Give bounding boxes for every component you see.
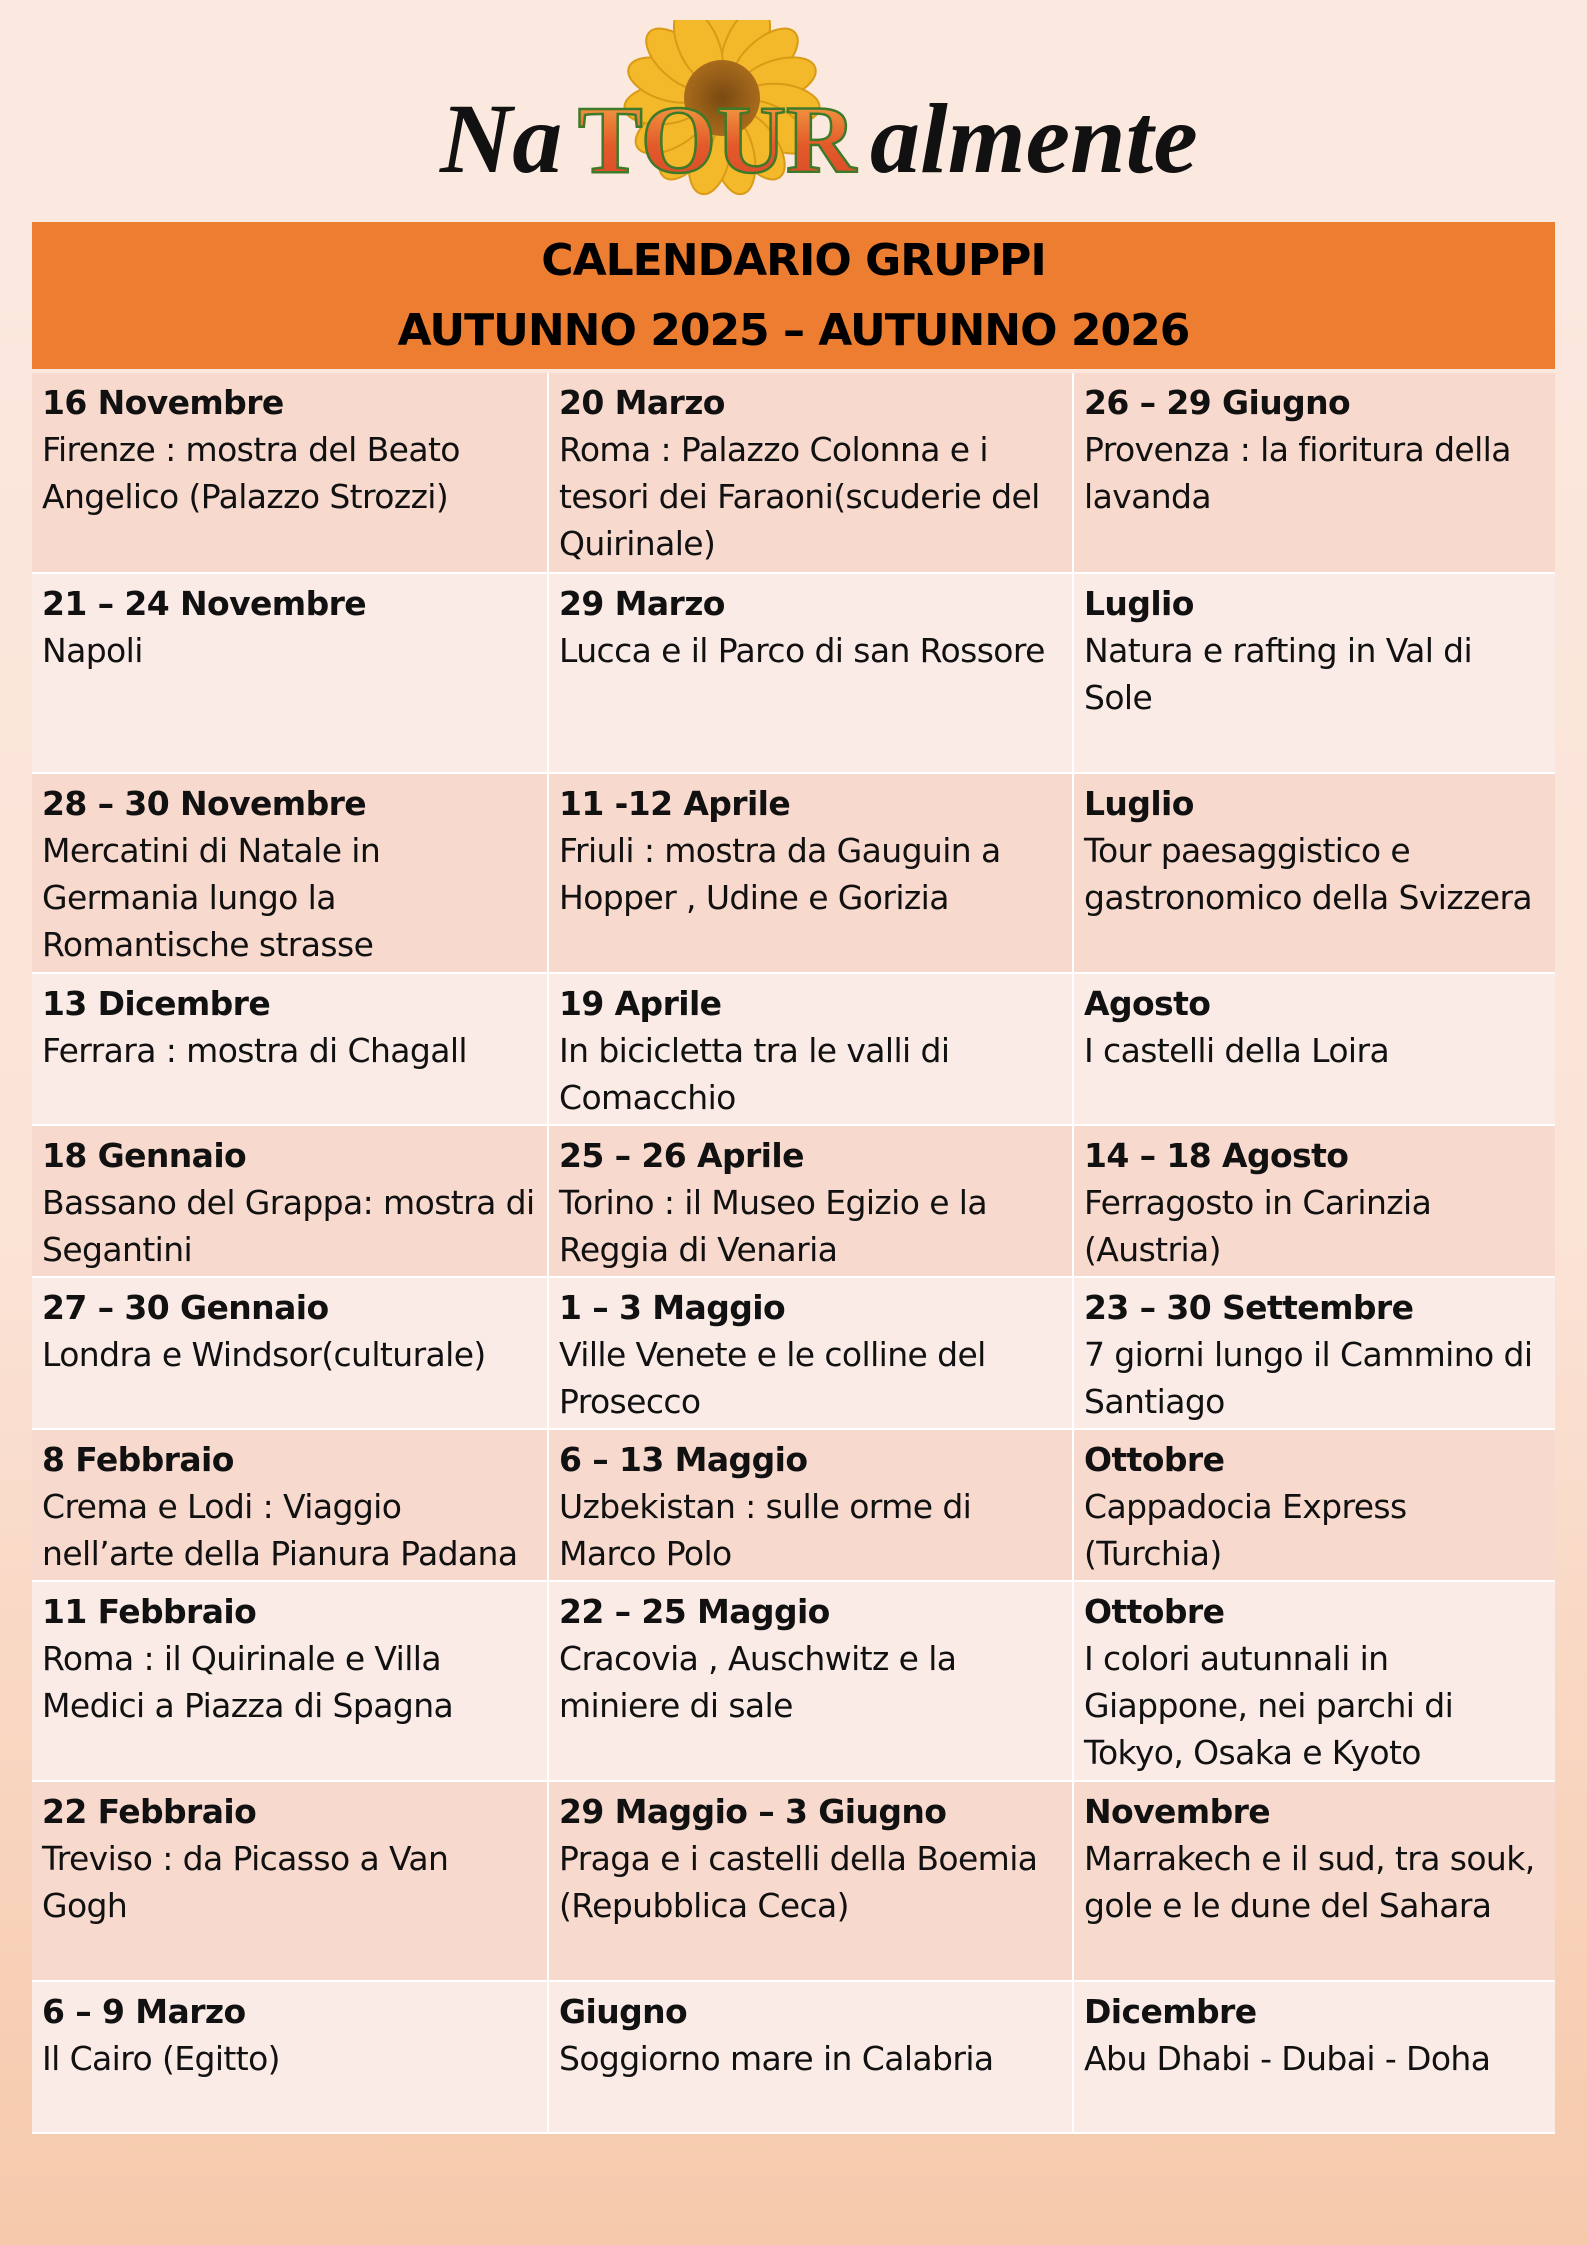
event-date: Novembre	[1084, 1792, 1271, 1831]
calendar-subtitle: AUTUNNO 2025 – AUTUNNO 2026	[397, 304, 1190, 356]
event-date: 27 – 30 Gennaio	[42, 1288, 329, 1327]
event-description: 7 giorni lungo il Cammino di Santiago	[1084, 1335, 1533, 1421]
event-cell	[1073, 973, 1555, 1125]
event-cell	[32, 1581, 548, 1781]
event-description: Cracovia , Auschwitz e la miniere di sale	[559, 1639, 957, 1725]
event-description: Mercatini di Natale in Germania lungo la Romantische strasse	[42, 831, 381, 964]
event-date: 6 – 9 Marzo	[42, 1992, 246, 2031]
event-description: Soggiorno mare in Calabria	[559, 2039, 994, 2078]
event-description: Ferragosto in Carinzia (Austria)	[1084, 1183, 1432, 1269]
event-cell	[1073, 373, 1555, 573]
event-date: 29 Maggio – 3 Giugno	[559, 1792, 947, 1831]
event-date: 21 – 24 Novembre	[42, 584, 367, 623]
event-cell	[32, 1277, 548, 1429]
calendar-header	[32, 222, 1555, 369]
event-description: Marrakech e il sud, tra souk, gole e le dune del Sahara	[1084, 1839, 1535, 1925]
event-description: Abu Dhabi - Dubai - Doha	[1084, 2039, 1491, 2078]
event-date: 28 – 30 Novembre	[42, 784, 367, 823]
event-cell	[548, 573, 1073, 773]
event-description: Ferrara : mostra di Chagall	[42, 1031, 467, 1070]
table-row	[32, 1581, 1555, 1781]
event-date: 22 – 25 Maggio	[559, 1592, 830, 1631]
event-description: Cappadocia Express (Turchia)	[1084, 1487, 1407, 1573]
event-description: Il Cairo (Egitto)	[42, 2039, 280, 2078]
event-date: Ottobre	[1084, 1592, 1225, 1631]
event-cell	[548, 1125, 1073, 1277]
event-description: Torino : il Museo Egizio e la Reggia di Venaria	[559, 1183, 987, 1269]
event-date: 11 Febbraio	[42, 1592, 257, 1631]
calendar	[32, 222, 1555, 2134]
event-cell	[1073, 1581, 1555, 1781]
event-cell	[548, 973, 1073, 1125]
calendar-table	[32, 373, 1555, 2134]
event-cell	[548, 1429, 1073, 1581]
table-row	[32, 373, 1555, 573]
table-row	[32, 1125, 1555, 1277]
event-description: I colori autunnali in Giappone, nei parchi di Tokyo, Osaka e Kyoto	[1084, 1639, 1454, 1772]
event-description: In bicicletta tra le valli di Comacchio	[559, 1031, 950, 1117]
event-description: Napoli	[42, 631, 143, 670]
event-cell	[548, 773, 1073, 973]
event-date: 23 – 30 Settembre	[1084, 1288, 1414, 1327]
event-cell	[32, 1981, 548, 2133]
event-cell	[32, 1429, 548, 1581]
event-cell	[32, 373, 548, 573]
event-date: Luglio	[1084, 784, 1194, 823]
event-cell	[1073, 1781, 1555, 1981]
event-cell	[32, 773, 548, 973]
event-date: 19 Aprile	[559, 984, 722, 1023]
table-row	[32, 973, 1555, 1125]
event-date: 20 Marzo	[559, 383, 725, 422]
table-row	[32, 573, 1555, 773]
svg-text:almente	[870, 83, 1198, 194]
event-description: Bassano del Grappa: mostra di Segantini	[42, 1183, 535, 1269]
event-cell	[1073, 1981, 1555, 2133]
svg-text:TOUR	[578, 86, 858, 193]
event-date: Dicembre	[1084, 1992, 1257, 2031]
table-row	[32, 1781, 1555, 1981]
event-description: Roma : il Quirinale e Villa Medici a Piazza di Spagna	[42, 1639, 454, 1725]
event-cell	[32, 1125, 548, 1277]
event-cell	[548, 1981, 1073, 2133]
event-description: Roma : Palazzo Colonna e i tesori dei Faraoni(scuderie del Quirinale)	[559, 430, 1040, 563]
event-date: Luglio	[1084, 584, 1194, 623]
logo-tour: TOUR	[578, 86, 858, 193]
event-description: Treviso : da Picasso a Van Gogh	[42, 1839, 449, 1925]
table-row	[32, 1277, 1555, 1429]
event-date: 26 – 29 Giugno	[1084, 383, 1351, 422]
event-description: Londra e Windsor(culturale)	[42, 1335, 486, 1374]
event-date: 13 Dicembre	[42, 984, 271, 1023]
table-row	[32, 773, 1555, 973]
event-cell	[32, 573, 548, 773]
calendar-title: CALENDARIO GRUPPI	[541, 234, 1046, 286]
event-description: I castelli della Loira	[1084, 1031, 1390, 1070]
event-cell	[548, 1781, 1073, 1981]
logo	[0, 20, 1587, 200]
svg-text:Na	[439, 83, 562, 194]
event-cell	[548, 1581, 1073, 1781]
event-description: Lucca e il Parco di san Rossore	[559, 631, 1045, 670]
event-date: Agosto	[1084, 984, 1211, 1023]
event-date: 1 – 3 Maggio	[559, 1288, 786, 1327]
event-description: Provenza : la fioritura della lavanda	[1084, 430, 1511, 516]
event-description: Crema e Lodi : Viaggio nell’arte della Pianura Padana	[42, 1487, 518, 1573]
event-date: 11 -12 Aprile	[559, 784, 791, 823]
event-description: Ville Venete e le colline del Prosecco	[559, 1335, 986, 1421]
event-cell	[1073, 1429, 1555, 1581]
table-row	[32, 1429, 1555, 1581]
event-date: 16 Novembre	[42, 383, 284, 422]
table-row	[32, 1981, 1555, 2133]
logo-almente: almente	[870, 83, 1198, 194]
event-cell	[32, 973, 548, 1125]
event-description: Uzbekistan : sulle orme di Marco Polo	[559, 1487, 972, 1573]
event-date: 29 Marzo	[559, 584, 725, 623]
event-cell	[1073, 573, 1555, 773]
event-description: Firenze : mostra del Beato Angelico (Palazzo Strozzi)	[42, 430, 460, 516]
event-date: Giugno	[559, 1992, 688, 2031]
event-date: 6 – 13 Maggio	[559, 1440, 808, 1479]
event-date: Ottobre	[1084, 1440, 1225, 1479]
event-description: Friuli : mostra da Gauguin a Hopper , Udine e Gorizia	[559, 831, 1001, 917]
event-description: Tour paesaggistico e gastronomico della Svizzera	[1084, 831, 1533, 917]
event-cell	[1073, 1125, 1555, 1277]
event-date: 18 Gennaio	[42, 1136, 247, 1175]
event-date: 25 – 26 Aprile	[559, 1136, 804, 1175]
event-cell	[1073, 1277, 1555, 1429]
event-cell	[32, 1781, 548, 1981]
logo-na: Na	[440, 83, 563, 194]
event-date: 14 – 18 Agosto	[1084, 1136, 1349, 1175]
event-cell	[1073, 773, 1555, 973]
event-description: Praga e i castelli della Boemia (Repubblica Ceca)	[559, 1839, 1038, 1925]
event-date: 22 Febbraio	[42, 1792, 257, 1831]
event-cell	[548, 373, 1073, 573]
event-date: 8 Febbraio	[42, 1440, 234, 1479]
event-description: Natura e rafting in Val di Sole	[1084, 631, 1473, 717]
event-cell	[548, 1277, 1073, 1429]
